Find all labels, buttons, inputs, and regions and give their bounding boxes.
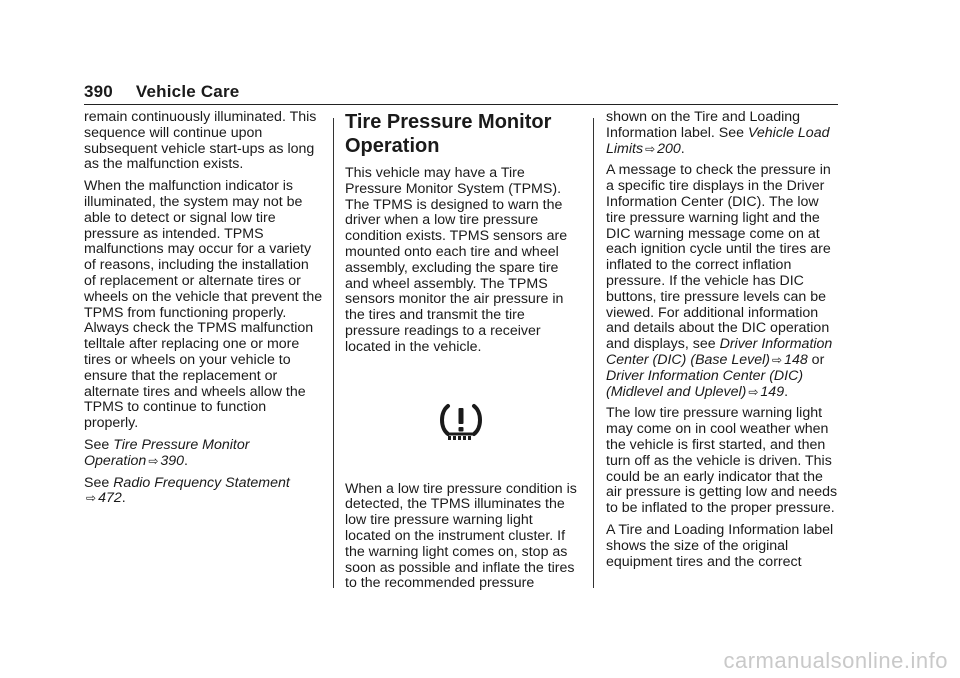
paragraph: The low tire pressure warning light may come on in cool weather when the vehicle is first started, and then turn off as the vehicle is driven. This could be an early indicator that the air pressure is getting low and needs to be inflated to the proper pressure. <box>606 405 838 517</box>
xref-link[interactable]: Driver Information Center (DIC) (Midlevel and Uplevel) <box>606 367 804 400</box>
page-header <box>84 82 239 102</box>
paragraph: A message to check the pressure in a specific tire displays in the Driver Information Center (DIC). The low tire pressure warning light and the DIC warning message come on at each ignition cycle until the tires are inflated to the correct inflation pressure. If the vehicle has DIC buttons, tire pressure levels can be viewed. For additional information and details about the DIC operation and displays, see Driver Information Center (DIC) (Base Level) ⇨ 148 or Driver Information Center (DIC) (Midlevel and Uplevel) ⇨ 149. <box>606 162 833 400</box>
column-divider-2 <box>593 118 594 588</box>
xref-link[interactable]: Radio Frequency Statement <box>113 474 290 491</box>
section-title: Tire Pressure Monitor Operation <box>345 111 552 157</box>
xref-page[interactable]: 149 <box>760 383 785 400</box>
page-arrow-icon: ⇨ <box>645 141 656 156</box>
column-2 <box>345 110 577 598</box>
paragraph: A Tire and Loading Information label shows the size of the original equipment tires and the correct <box>606 521 834 570</box>
xref-page[interactable]: 148 <box>784 351 808 368</box>
xref-page[interactable]: 200 <box>657 140 681 157</box>
xref-link[interactable]: Vehicle Load Limits <box>606 124 830 157</box>
paragraph: shown on the Tire and Loading Information label. See Vehicle Load Limits ⇨ 200. <box>606 109 830 157</box>
xref-link[interactable]: Driver Information Center (DIC) (Base Level) <box>606 336 833 368</box>
paragraph: This vehicle may have a Tire Pressure Monitor System (TPMS). The TPMS is designed to warn the driver when a low tire pressure condition exists. TPMS sensors are mounted onto each tire and wheel assembly, excluding the spare tire and wheel assembly. The TPMS sensors monitor the air pressure in the tires and transmit the tire pressure readings to a receiver located in the vehicle. <box>345 165 568 355</box>
xref-link[interactable]: Tire Pressure Monitor Operation <box>84 436 250 469</box>
column-3 <box>606 110 838 576</box>
xref-page[interactable]: 390 <box>160 452 185 469</box>
paragraph: When a low tire pressure condition is detected, the TPMS illuminates the low tire pressure warning light located on the instrument cluster. If the warning light comes on, stop as soon as possible and inflate the tires to the recommended pressure <box>345 480 577 592</box>
paragraph: remain continuously illuminated. This sequence will continue upon subsequent vehicle start-ups as long as the malfunction exists. <box>84 109 317 173</box>
page-arrow-icon: ⇨ <box>748 384 759 399</box>
cross-reference: See Tire Pressure Monitor Operation ⇨ 390. <box>84 436 250 469</box>
header-rule <box>84 104 838 105</box>
page-arrow-icon: ⇨ <box>772 352 783 367</box>
page-number: 390 <box>84 82 113 101</box>
page-arrow-icon: ⇨ <box>148 453 159 468</box>
cross-reference: See Radio Frequency Statement ⇨ 472. <box>84 474 290 507</box>
paragraph: When the malfunction indicator is illuminated, the system may not be able to detect or signal low tire pressure as intended. TPMS malfunctions may occur for a variety of reasons, including the installation of replacement or alternate tires or wheels on the vehicle that prevent the TPMS from functioning properly. Always check the TPMS malfunction telltale after replacing one or more tires or wheels on your vehicle to ensure that the replacement or alternate tires and wheels allow the TPMS to continue to function properly. <box>84 178 323 432</box>
page-arrow-icon: ⇨ <box>86 491 97 506</box>
xref-page[interactable]: 472 <box>98 490 122 507</box>
watermark: carmanualsonline.info <box>723 648 948 673</box>
tpms-icon-container <box>345 402 577 442</box>
column-1 <box>84 110 324 513</box>
section-name: Vehicle Care <box>135 82 240 101</box>
column-divider-1 <box>333 118 334 588</box>
tire-pressure-warning-icon <box>438 402 484 442</box>
